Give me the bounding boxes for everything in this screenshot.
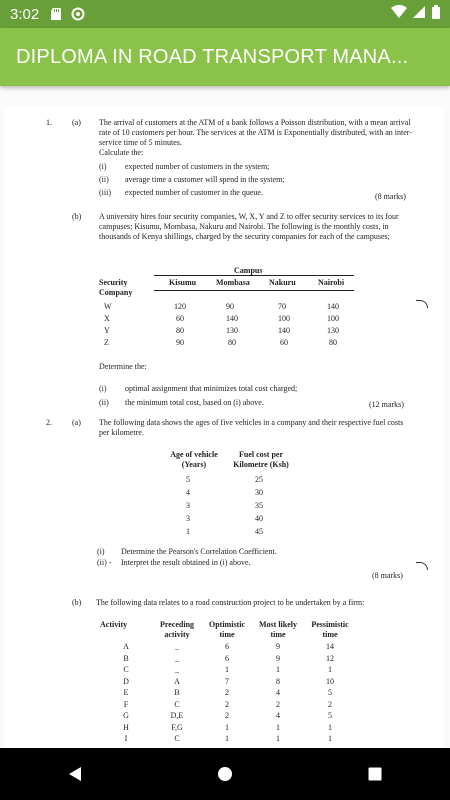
project-preceding-cell: _ [175,642,179,651]
q1a-item-text: average time a customer will spend in the system; [125,175,285,184]
q1b-text: A university hires four security companies, W, X, Y and Z to offer security services to its four campuses; Kisumu, Mombasa, Nakuru and Nairobi. The following is the monthly costs, in thousands of Kenya shillings, charged by the security companies for each of the campuses; [99,212,399,241]
battery-icon [432,5,440,23]
campus-cell: 130 [226,326,238,335]
campus-row-label: X [104,314,110,323]
age-cell: 4 [186,488,190,497]
fuel-cell: 30 [255,488,263,497]
campus-col-header: Nakuru [269,278,296,287]
q2a-label: (a) [72,418,81,427]
fuel-cell: 40 [255,514,263,523]
data-saver-icon [71,7,85,21]
sd-card-icon [49,7,63,21]
back-button[interactable] [55,754,95,794]
question-2-number: 2. [46,418,52,427]
fuel-cost-header: Fuel cost per Kilometre (Ksh) [233,450,289,469]
project-activity-cell: G [123,711,129,720]
campus-row-label: Z [104,338,109,347]
q1a-item-text: expected number of customers in the system; [125,162,270,171]
age-cell: 3 [186,501,190,510]
q1a-item-num: (iii) [99,188,111,197]
project-optimistic-cell: 1 [225,722,229,732]
campus-cell: 120 [174,302,186,311]
campus-cell: 60 [176,314,184,323]
project-most-likely-cell: 4 [276,688,280,697]
project-pessimistic-cell: 5 [328,688,332,697]
project-header-activity: Activity [100,620,128,629]
q1a-calc: Calculate the: [99,148,144,157]
project-pessimistic-cell: 1 [328,665,332,674]
campus-row-label: W [104,302,112,311]
q2b-label: (b) [72,598,82,607]
project-activity-cell: E [123,688,129,697]
campus-cell: 130 [327,326,339,335]
project-pessimistic-cell: 10 [326,676,334,686]
campus-col-header: Mombasa [216,278,250,287]
project-most-likely-cell: 2 [276,699,280,709]
project-optimistic-cell: 1 [225,665,229,674]
project-preceding-cell: B [174,688,180,697]
status-bar [0,0,450,28]
signal-icon [413,5,426,23]
q1b-label: (b) [72,212,82,221]
q1a-item-text: expected number of customer in the queue. [125,188,263,197]
project-preceding-cell: C [174,734,180,743]
recents-button[interactable] [355,754,395,794]
project-activity-cell: F [123,699,129,709]
project-optimistic-cell: 7 [225,676,229,686]
q1b-item-text: the minimum total cost, based on (i) above. [125,398,264,407]
q1b-determine: Determine the: [99,362,147,371]
q2a-item-text: Determine the Pearson's Correlation Coefficient. [121,547,277,556]
project-optimistic-cell: 1 [225,734,229,743]
q2a-marks: (8 marks) [372,571,403,580]
security-company-header: Security Company [99,278,133,297]
home-icon [217,766,233,782]
campus-cell: 140 [327,302,339,311]
campus-col-header: Kisumu [169,278,197,287]
project-activity-cell: H [123,722,129,732]
project-preceding-cell: F,G [171,722,183,732]
age-header: Age of vehicle (Years) [170,450,218,469]
campus-cell: 140 [278,326,290,335]
project-activity-cell: C [123,665,129,674]
project-optimistic-cell: 6 [225,653,229,663]
pdf-page [4,106,444,748]
project-activity-cell: D [123,676,129,686]
campus-cell: 80 [329,338,337,347]
project-most-likely-cell: 1 [276,665,280,674]
q1a-label: (a) [72,118,81,127]
project-activity-cell: B [123,653,129,663]
project-most-likely-cell: 1 [276,722,280,732]
campus-cell: 100 [278,314,290,323]
fuel-cell: 25 [255,475,263,484]
q2a-item-text: Interpret the result obtained in (i) above. [121,558,251,567]
q1b-item-text: optimal assignment that minimizes total cost charged; [125,384,298,393]
q1a-item-num: (ii) [99,175,109,184]
project-pessimistic-cell: 5 [328,711,332,720]
campus-cell: 90 [226,302,234,311]
app-bar [0,28,450,86]
campus-group-header: Campus [234,266,263,275]
recents-icon [367,766,383,782]
age-cell: 1 [186,527,190,536]
q1a-text: The arrival of customers at the ATM of a bank follows a Poisson distribution, with a mean arrival rate of 10 customers per hour. The services at the ATM is Exponentially distributed, with an inter-service time of 5 minutes. [99,118,412,147]
q1a-item-num: (i) [99,162,107,171]
project-most-likely-cell: 4 [276,711,280,720]
campus-columns-rule [154,290,354,291]
fuel-cell: 35 [255,501,263,510]
status-time: 3:02 [10,5,40,23]
home-button[interactable] [205,754,245,794]
project-header-most-likely: Most likely time [259,620,297,639]
campus-cell: 80 [176,326,184,335]
campus-col-header: Nairobi [318,278,345,287]
q1b-marks: (12 marks) [369,400,404,409]
project-pessimistic-cell: 1 [328,722,332,732]
question-1-number: 1. [46,118,52,127]
campus-cell: 90 [176,338,184,347]
fuel-cell: 45 [255,527,263,536]
project-preceding-cell: _ [175,653,179,663]
project-pessimistic-cell: 12 [326,653,334,663]
project-optimistic-cell: 2 [225,688,229,697]
project-optimistic-cell: 2 [225,699,229,709]
campus-cell: 140 [226,314,238,323]
q2b-text: The following data relates to a road construction project to be undertaken by a firm: [96,598,365,607]
q2a-item-num: (i) [97,547,105,556]
project-activity-cell: I [124,734,128,743]
project-most-likely-cell: 9 [276,642,280,651]
q1b-item-num: (ii) [99,398,109,407]
project-pessimistic-cell: 2 [328,699,332,709]
project-most-likely-cell: 1 [276,734,280,743]
project-header-preceding: Preceding activity [159,620,195,639]
campus-cell: 60 [280,338,288,347]
campus-header-rule [154,275,354,276]
project-optimistic-cell: 2 [225,711,229,720]
age-cell: 5 [186,475,190,484]
project-preceding-cell: D,E [170,711,184,720]
campus-cell: 70 [278,302,286,311]
project-most-likely-cell: 8 [276,676,280,686]
campus-cell: 100 [327,314,339,323]
q2a-text: The following data shows the ages of five vehicles in a company and their respective fuel costs per kilometre. [99,418,404,437]
campus-cell: 80 [228,338,236,347]
project-most-likely-cell: 9 [276,653,280,663]
navigation-bar [0,748,450,800]
age-cell: 3 [186,514,190,523]
project-pessimistic-cell: 1 [328,734,332,743]
q2a-item-num: (ii) - [97,558,112,567]
project-optimistic-cell: 6 [225,642,229,651]
wifi-icon [391,5,407,23]
project-header-pessimistic: Pessimistic time [311,620,349,639]
project-pessimistic-cell: 14 [326,642,334,651]
back-icon [67,766,83,782]
q1b-item-num: (i) [99,384,107,393]
app-title: DIPLOMA IN ROAD TRANSPORT MANA... [16,45,409,68]
project-preceding-cell: _ [175,665,179,674]
project-preceding-cell: C [174,699,180,709]
project-header-optimistic: Optimistic time [209,620,245,639]
project-activity-cell: A [123,642,129,651]
q1a-marks: (8 marks) [375,192,406,201]
project-preceding-cell: A [174,676,180,686]
pdf-viewer[interactable] [0,86,450,748]
campus-row-label: Y [104,326,110,335]
